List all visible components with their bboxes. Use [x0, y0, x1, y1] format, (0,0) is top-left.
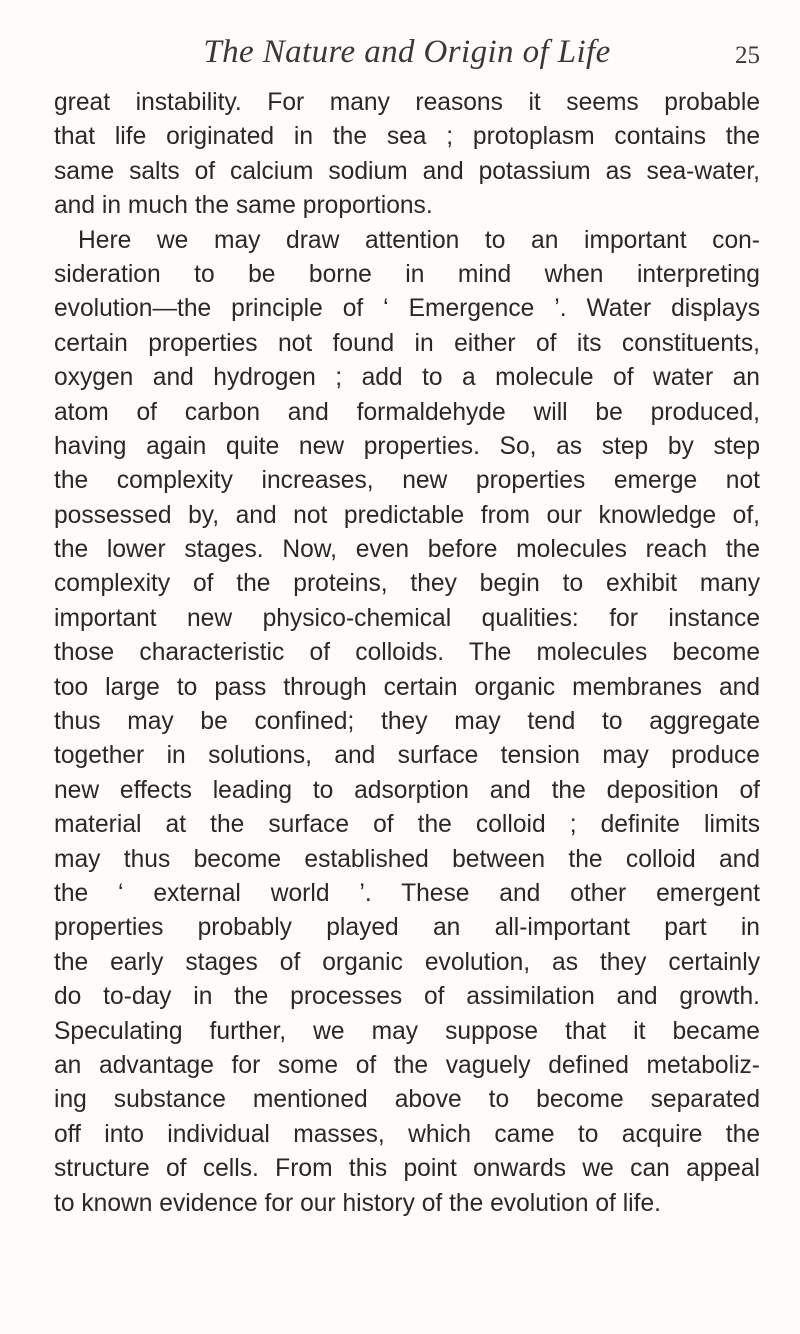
body-text	[54, 86, 760, 1221]
text-line: the early stages of organic evolution, as they certainly	[54, 948, 760, 976]
running-title: The Nature and Origin of Life	[203, 34, 611, 70]
text-line: certain properties not found in either of its constituents,	[54, 329, 760, 357]
text-line: having again quite new properties. So, as step by step	[54, 432, 760, 460]
text-line: the complexity increases, new properties emerge not	[54, 467, 760, 495]
text-line: structure of cells. From this point onwards we can appeal	[54, 1155, 760, 1183]
text-line: thus may be confined; they may tend to aggregate	[54, 708, 760, 736]
text-line: and in much the same proportions.	[54, 192, 433, 220]
text-line: do to-day in the processes of assimilation and growth.	[54, 983, 760, 1011]
text-line: Speculating further, we may suppose that it became	[54, 1017, 760, 1045]
text-line: atom of carbon and formaldehyde will be produced,	[54, 398, 760, 426]
text-line: an advantage for some of the vaguely defined metaboliz-	[54, 1051, 760, 1079]
text-line: same salts of calcium sodium and potassium as sea-water,	[54, 157, 760, 185]
text-line: sideration to be borne in mind when interpreting	[54, 260, 760, 288]
text-line: ing substance mentioned above to become separated	[54, 1086, 760, 1114]
text-line: Here we may draw attention to an important con-	[78, 226, 760, 254]
text-line: too large to pass through certain organic membranes and	[54, 673, 760, 701]
text-line: material at the surface of the colloid ; definite limits	[54, 811, 760, 839]
running-head	[54, 30, 760, 86]
text-line: may thus become established between the colloid and	[54, 845, 760, 873]
text-line: new effects leading to adsorption and the deposition of	[54, 776, 760, 804]
text-line: the ‘ external world ’. These and other emergent	[54, 879, 760, 907]
text-line: those characteristic of colloids. The molecules become	[54, 639, 760, 667]
text-line: together in solutions, and surface tension may produce	[54, 742, 760, 770]
text-line: properties probably played an all-important part in	[54, 914, 760, 942]
text-line: that life originated in the sea ; protoplasm contains the	[54, 123, 760, 151]
page-number: 25	[735, 42, 760, 69]
text-line: to known evidence for our history of the evolution of life.	[54, 1189, 661, 1217]
book-page	[54, 30, 760, 1221]
text-line: important new physico-chemical qualities: for instance	[54, 604, 760, 632]
text-line: evolution—the principle of ‘ Emergence ’. Water displays	[54, 295, 760, 323]
text-line: complexity of the proteins, they begin to exhibit many	[54, 570, 760, 598]
text-line: great instability. For many reasons it seems probable	[54, 89, 760, 116]
text-line: the lower stages. Now, even before molecules reach the	[54, 536, 760, 564]
text-line: off into individual masses, which came to acquire the	[54, 1120, 760, 1148]
text-line: possessed by, and not predictable from our knowledge of,	[54, 501, 760, 529]
text-line: oxygen and hydrogen ; add to a molecule of water an	[54, 364, 760, 392]
